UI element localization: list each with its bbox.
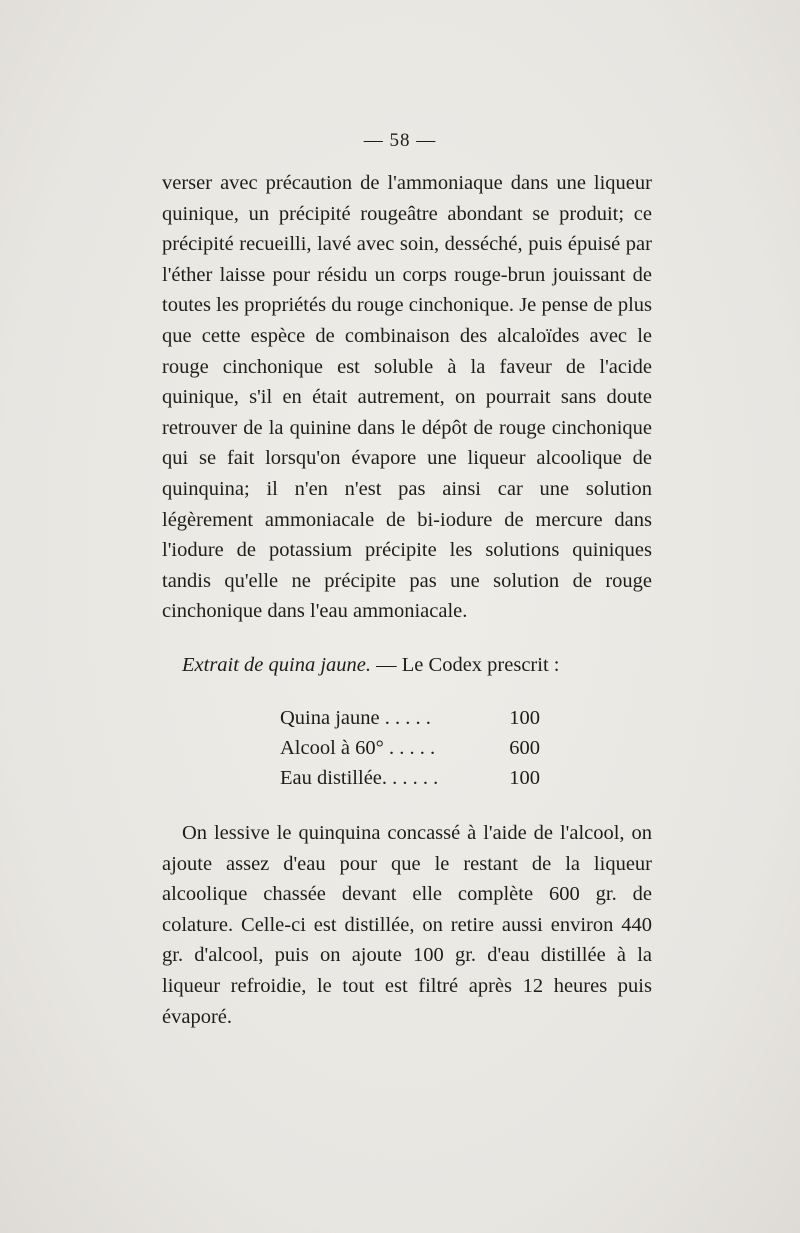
- section-heading-rest: — Le Codex prescrit :: [371, 654, 560, 676]
- paragraph-3: [162, 818, 652, 1032]
- paragraph-1-text: verser avec précaution de l'ammoniaque dans une liqueur quinique, un précipité rougeâtre abondant se produit; ce précipité recueilli, lavé avec soin, desséché, puis épuisé par l'éther laisse pour résidu un corps rouge-brun jouissant de toutes les propriétés du rouge cinchonique. Je pense de plus que cette espèce de combinaison des alcaloïdes avec le rouge cinchonique est soluble à la faveur de l'acide quinique, s'il en était autrement, on pourrait sans doute retrouver de la quinine dans le dépôt de rouge cinchonique qui se fait lorsqu'on évapore une liqueur alcoolique de quinquina; il n'en n'est pas ainsi car une solution légèrement ammoniacale de bi-iodure de mercure dans l'iodure de potassium précipite les solutions quiniques tandis qu'elle ne précipite pas une solution de rouge cinchonique dans l'eau ammoniacale.: [162, 172, 652, 623]
- paragraph-1: [162, 168, 652, 627]
- recipe-row: [280, 763, 540, 793]
- recipe-quantity: 100: [509, 767, 540, 789]
- paragraph-3-text: On lessive le quinquina concassé à l'aide de l'alcool, on ajoute assez d'eau pour que le restant de la liqueur alcoolique chassée devant elle complète 600 gr. de colature. Celle-ci est distillée, on retire aussi environ 440 gr. d'alcool, puis on ajoute 100 gr. d'eau distillée à la liqueur refroidie, le tout est filtré après 12 heures puis évaporé.: [162, 822, 652, 1028]
- section-heading: [182, 650, 662, 680]
- recipe-quantity: 100: [509, 707, 540, 729]
- recipe-ingredient: Alcool à 60° . . . . .: [280, 737, 436, 759]
- recipe-ingredient: Quina jaune . . . . .: [280, 707, 431, 729]
- recipe-row: [280, 703, 540, 733]
- page-number: — 58 —: [363, 130, 437, 151]
- recipe-row: [280, 733, 540, 763]
- section-heading-title: Extrait de quina jaune.: [182, 654, 372, 676]
- recipe-table: [280, 703, 540, 793]
- recipe-quantity: 600: [509, 737, 540, 759]
- recipe-ingredient: Eau distillée. . . . . .: [280, 767, 439, 789]
